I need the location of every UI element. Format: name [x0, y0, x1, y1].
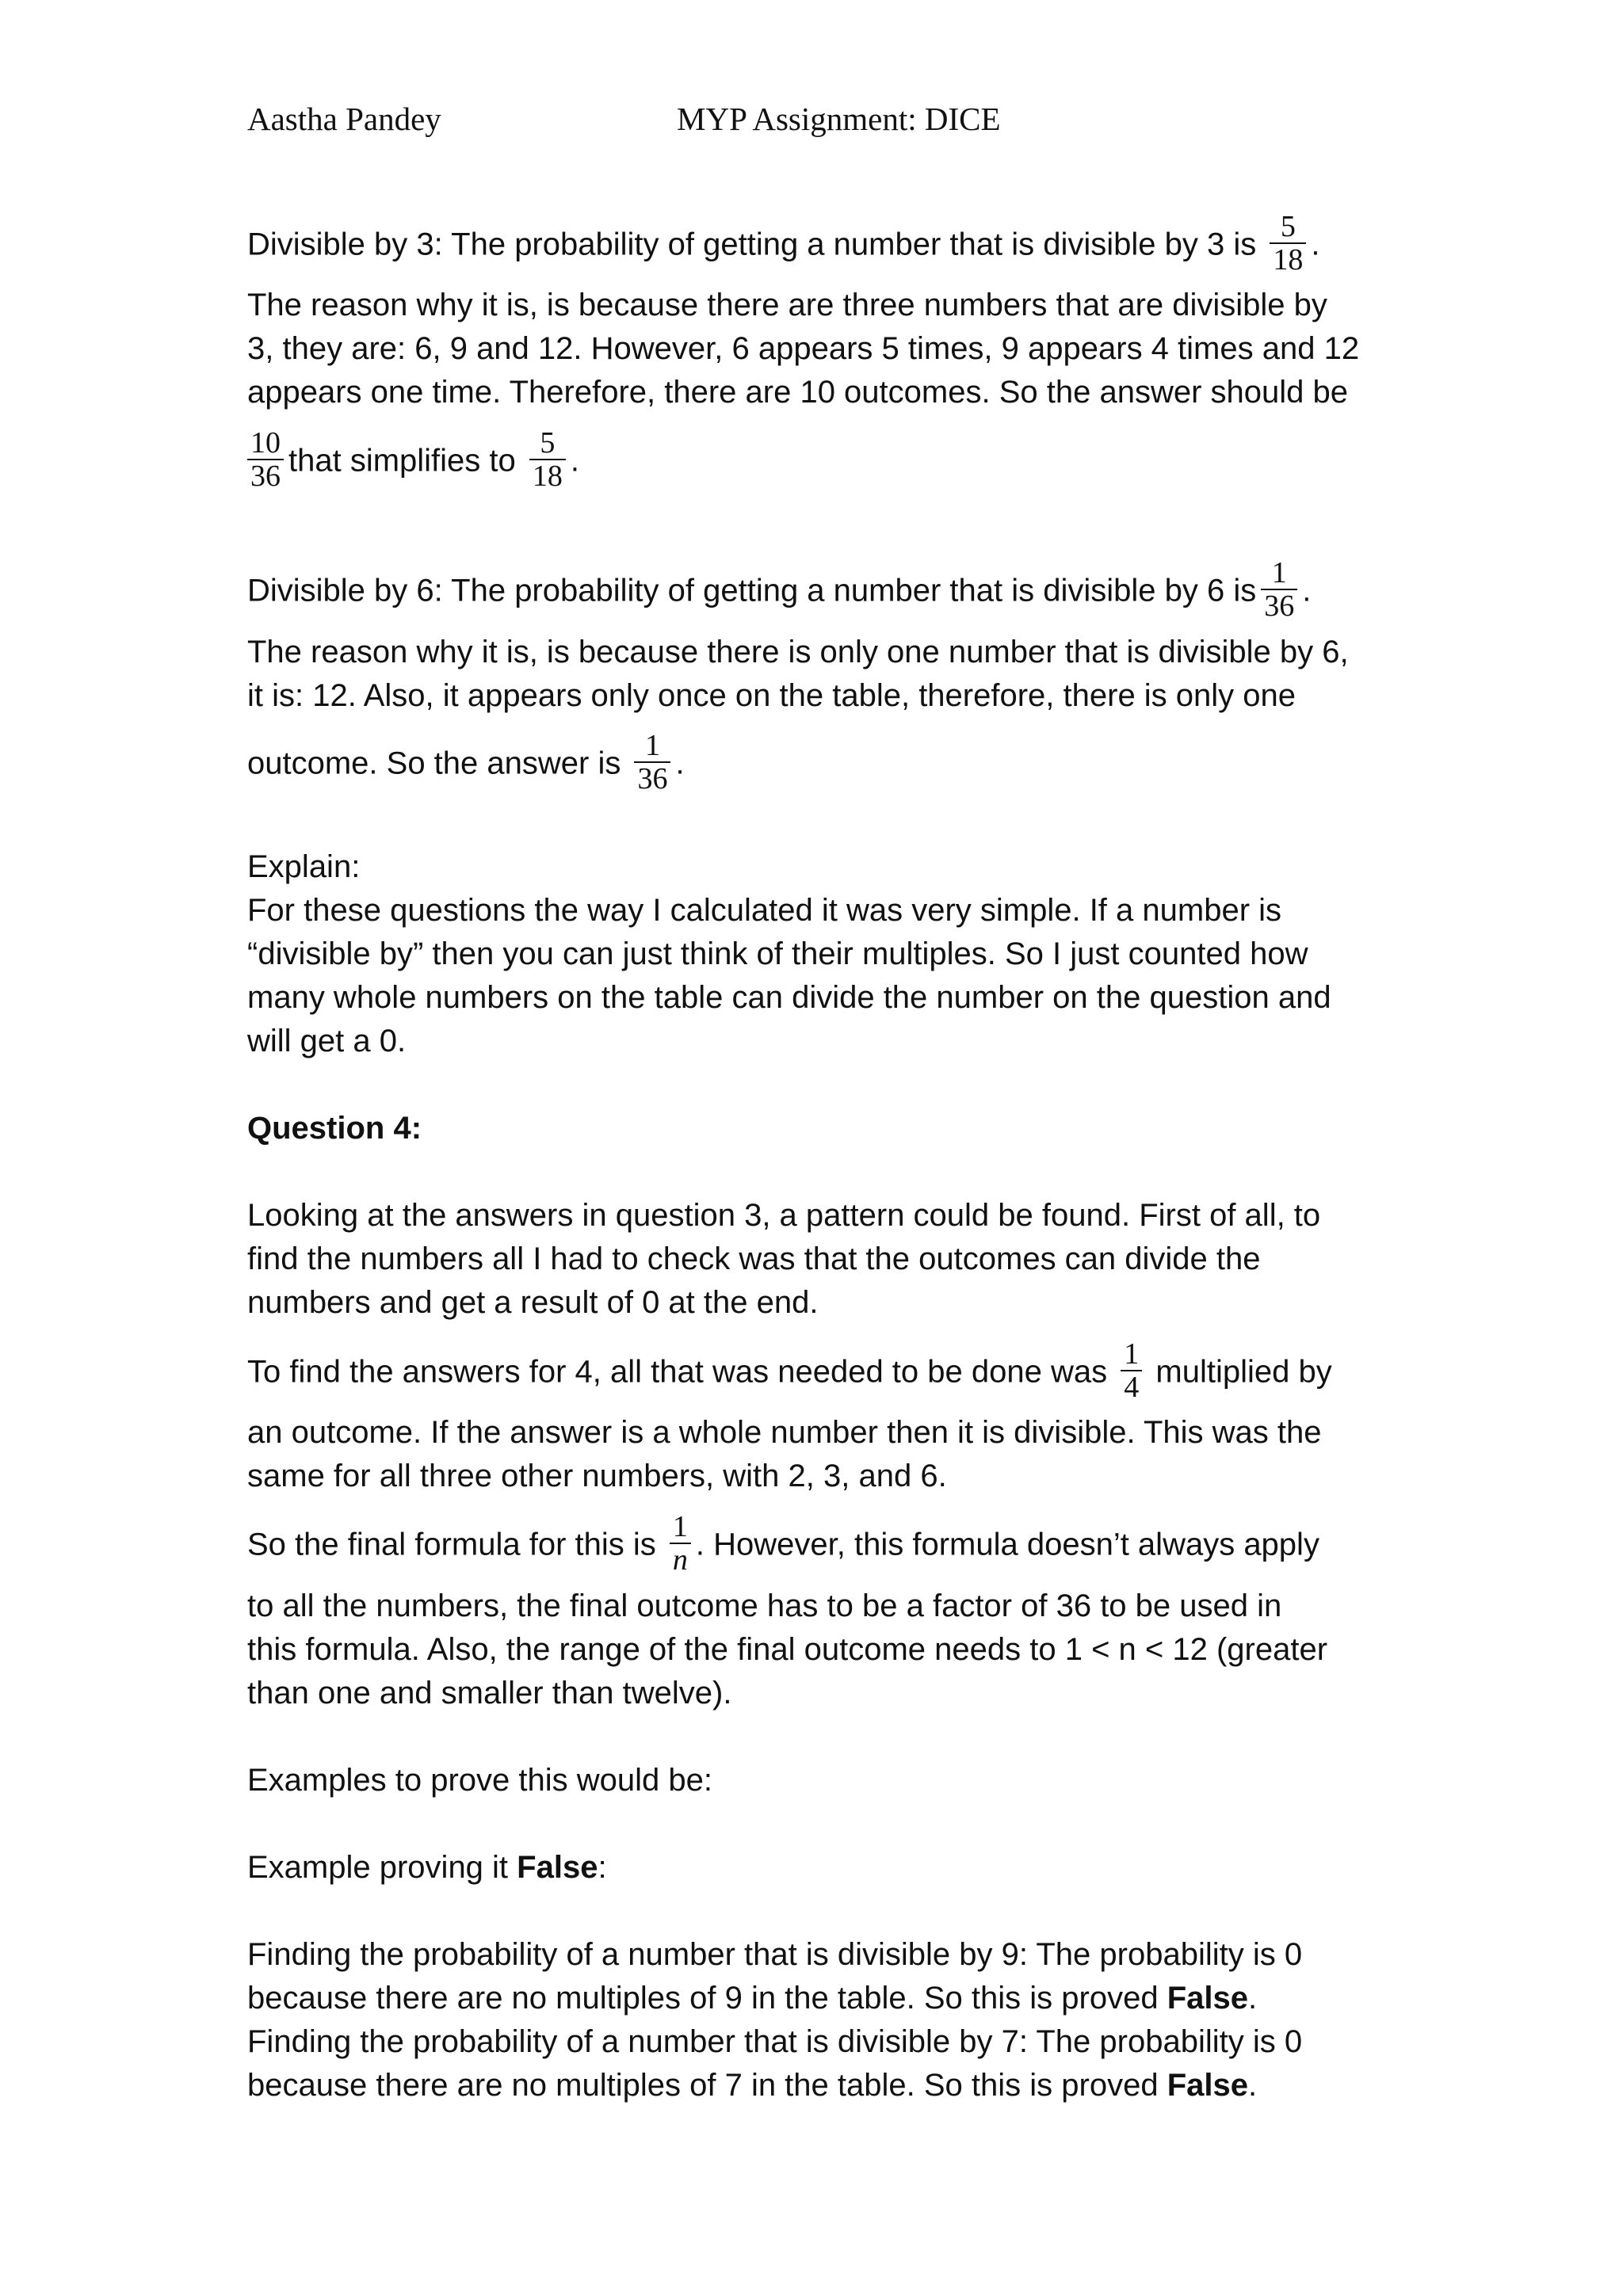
- q4-p1-line2: find the numbers all I had to check was that the outcomes can divide the: [247, 1241, 1261, 1276]
- q4-p3-line4: than one and smaller than twelve).: [247, 1676, 732, 1711]
- div3-line3: 3, they are: 6, 9 and 12. However, 6 appears 5 times, 9 appears 4 times and 12: [247, 331, 1360, 366]
- author-name: Aastha Pandey: [247, 101, 441, 137]
- q4-p3-line1: So the final formula for this is $\frac{1}{n}$ . However, this formula doesn’t always apply: [247, 1510, 1319, 1577]
- fraction-10-36: $\frac{10}{36}$: [247, 427, 284, 492]
- div3-line5: $\frac{10}{36}$ that simplifies to $\frac{5}{18}$ .: [242, 430, 579, 495]
- div6-line3: it is: 12. Also, it appears only once on the table, therefore, there is only one: [247, 678, 1296, 713]
- examples-intro: Examples to prove this would be:: [247, 1763, 712, 1798]
- q4-p2-line3: same for all three other numbers, with 2, 3, and 6.: [247, 1459, 947, 1493]
- explain-line2: “divisible by” then you can just think of their multiples. So I just counted how: [247, 936, 1308, 971]
- example2-line1: Finding the probability of a number that is divisible by 7: The probability is 0: [247, 2024, 1303, 2059]
- explain-heading: Explain:: [247, 849, 361, 884]
- fraction-5-18: $\frac{5}{18}$: [1270, 211, 1306, 276]
- example1-line1: Finding the probability of a number that is divisible by 9: The probability is 0: [247, 1937, 1303, 1972]
- div6-line1: Divisible by 6: The probability of getting a number that is divisible by 6 is $\frac{1}{36}$ .: [247, 556, 1312, 623]
- q4-p1-line1: Looking at the answers in question 3, a pattern could be found. First of all, to: [247, 1198, 1321, 1233]
- fraction-1-36: $\frac{1}{36}$: [1261, 557, 1297, 622]
- q4-p2-line1: To find the answers for 4, all that was needed to be done was $\frac{1}{4}$ multiplied by: [247, 1337, 1332, 1404]
- div3-line2: The reason why it is, is because there are three numbers that are divisible by: [247, 288, 1327, 322]
- div6-text-4: outcome. So the answer is: [247, 746, 621, 781]
- q4-p2-line2: an outcome. If the answer is a whole number then it is divisible. This was the: [247, 1415, 1322, 1450]
- example-false-heading: Example proving it False:: [247, 1850, 607, 1885]
- fraction-5-18-b: $\frac{5}{18}$: [529, 427, 566, 492]
- q4-p3-line3: this formula. Also, the range of the final outcome needs to 1 < n < 12 (greater: [247, 1632, 1328, 1667]
- div3-text-1: Divisible by 3: The probability of getting a number that is divisible by 3 is: [247, 227, 1257, 262]
- example1-line2: because there are no multiples of 9 in the table. So this is proved False.: [247, 1981, 1258, 2016]
- div6-text-1: Divisible by 6: The probability of getting a number that is divisible by 6 is: [247, 573, 1257, 608]
- fraction-1-n: $\frac{1}{n}$: [670, 1511, 691, 1576]
- explain-line3: many whole numbers on the table can divide the number on the question and: [247, 980, 1331, 1015]
- div6-line2: The reason why it is, is because there is only one number that is divisible by 6,: [247, 635, 1349, 669]
- q4-p3-line2: to all the numbers, the final outcome has to be a factor of 36 to be used in: [247, 1589, 1282, 1623]
- fraction-1-36-b: $\frac{1}{36}$: [634, 730, 670, 795]
- q4-p1-line3: numbers and get a result of 0 at the end.: [247, 1285, 819, 1320]
- explain-line4: will get a 0.: [247, 1024, 407, 1058]
- question-4-heading: Question 4:: [247, 1111, 422, 1146]
- fraction-1-4: $\frac{1}{4}$: [1121, 1338, 1142, 1403]
- explain-line1: For these questions the way I calculated it was very simple. If a number is: [247, 893, 1282, 928]
- q4-p2-text-1: To find the answers for 4, all that was needed to be done was: [247, 1354, 1108, 1390]
- div3-line4: appears one time. Therefore, there are 10 outcomes. So the answer should be: [247, 375, 1348, 410]
- div3-text-5: that simplifies to: [288, 443, 516, 479]
- div6-line4: outcome. So the answer is $\frac{1}{36}$ .: [247, 729, 685, 795]
- div3-line1: Divisible by 3: The probability of getting a number that is divisible by 3 is $\frac{5}{18}$ .: [247, 210, 1320, 277]
- assignment-title: MYP Assignment: DICE: [677, 101, 1001, 137]
- q4-p3-text-1: So the final formula for this is: [247, 1527, 656, 1562]
- example2-line2: because there are no multiples of 7 in the table. So this is proved False.: [247, 2068, 1258, 2103]
